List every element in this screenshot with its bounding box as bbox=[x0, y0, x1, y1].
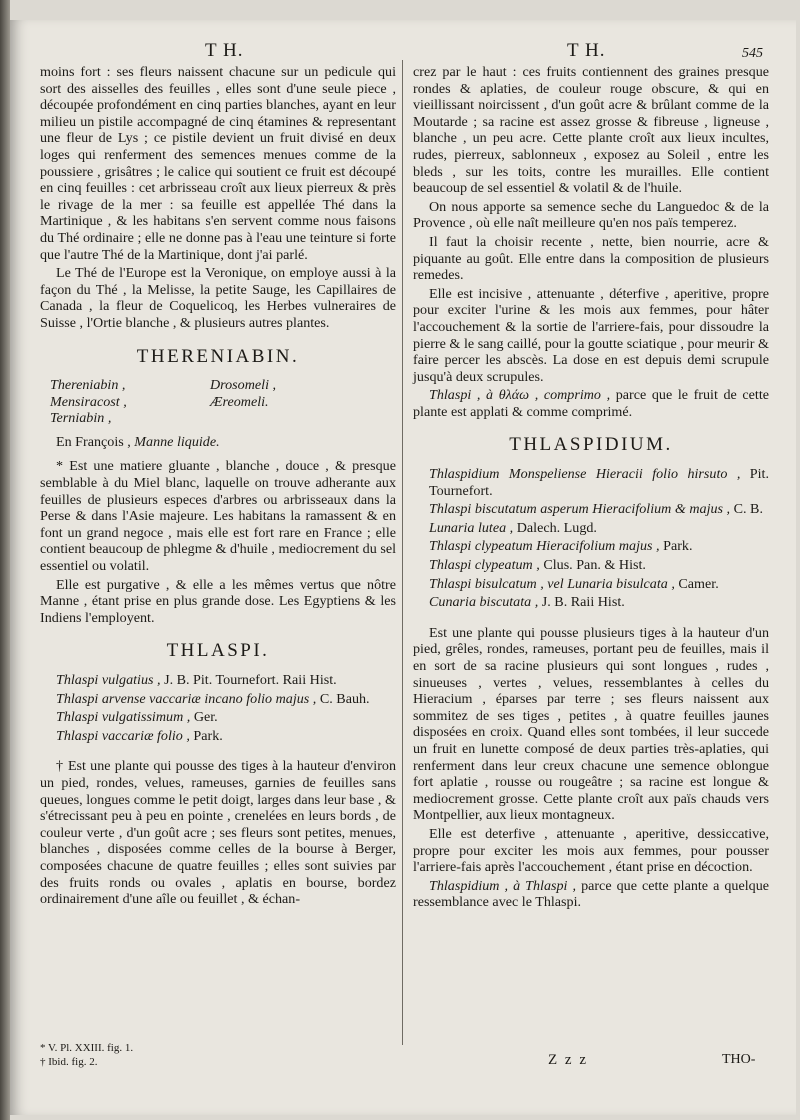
signature-mark: Z z z bbox=[548, 1052, 588, 1068]
synonym: Terniabin , bbox=[50, 410, 112, 427]
body-paragraph: Elle est purgative , & elle a les mêmes vertus que nôtre Manne , étant prise en plus grande dose. Les Egyptiens & les Indiens l'employent. bbox=[40, 576, 396, 626]
synonym-line bbox=[413, 576, 769, 593]
section-title-thlaspidium: THLASPIDIUM. bbox=[509, 434, 673, 456]
synonym-ref: Dalech. Lugd. bbox=[516, 519, 597, 536]
synonym-name: Thlaspidium Monspeliense Hieracii folio hirsuto , bbox=[429, 466, 741, 483]
section-title-thlaspi: THLASPI. bbox=[166, 640, 270, 662]
intro-paragraph: Il faut la choisir recente , nette, bien nourrie, acre & piquante au goût. Elle entre dans la composition de plusieurs remedes. bbox=[413, 233, 769, 284]
body-paragraph: * Est une matiere gluante , blanche , douce , & presque semblable à du Miel blanc, laquelle on trouve adherante aux feuilles de plusieurs especes d'arbres ou arbrisseaux dans la Perse & dans l'Asie majeure. Les habitans la ramassent & en font un grand negoce , mais elle est fort rare en France ; elle contient beaucoup de phlegme & d'huile , mediocrement du sel essentiel ou volatil. bbox=[40, 458, 396, 575]
synonym-line bbox=[413, 594, 769, 611]
synonym-ref: Clus. Pan. & Hist. bbox=[543, 557, 646, 574]
synonym-ref: C. Bauh. bbox=[319, 690, 370, 707]
footnote: * V. Pl. XXIII. fig. 1. bbox=[40, 1042, 134, 1054]
synonym-name: Cunaria biscutata , bbox=[429, 594, 539, 611]
footnotes bbox=[40, 1041, 133, 1069]
synonym-grid bbox=[40, 377, 396, 427]
right-column bbox=[413, 64, 769, 913]
synonym-line bbox=[40, 691, 396, 708]
synonym-name: Thlaspi vaccariæ folio , bbox=[56, 727, 190, 744]
synonym: Mensiracost , bbox=[50, 393, 127, 410]
synonym-line bbox=[413, 557, 769, 574]
column-rule bbox=[402, 60, 403, 1045]
body-paragraph: † Est une plante qui pousse des tiges à la hauteur d'environ un pied, rondes, velues, rameuses, garnies de feuilles sans queues, longues comme le petit doigt, larges dans leur base , & s'étrecissant peu à peu en pointe , crenelées en leurs bords , de couleur verte , d'un goût acre ; ses fleurs sont petites, menues, blanches , disposées comme celles de la bourse à Berger, composées chacune de quatre feuilles ; elles sont suivies par des fruits ronds ou ovales , aplatis en bourse, bordez ordinairement d'une aîle ou feuillet , & échan- bbox=[40, 758, 396, 908]
synonym-ref: Camer. bbox=[678, 575, 719, 592]
synonym-ref: C. B. bbox=[733, 501, 763, 518]
section-title-thereniabin: THERENIABIN. bbox=[136, 345, 300, 367]
body-paragraph: Elle est deterfive , attenuante , aperitive, dessiccative, propre pour exciter les mois aux femmes, pour pousser l'arriere-fais après l'accouchement , étant prise en décoction. bbox=[413, 825, 769, 876]
synonym-line bbox=[413, 501, 769, 518]
synonym-ref: Ger. bbox=[193, 709, 218, 726]
etymology-word: Thlaspi , à θλάω , comprimo , bbox=[429, 387, 611, 404]
footnote: † Ibid. fig. 2. bbox=[40, 1056, 98, 1068]
synonym-name: Lunaria lutea , bbox=[429, 519, 514, 536]
intro-paragraph: crez par le haut : ces fruits contiennent des graines presque rondes & aplaties, de couleur rouge obscure, & qui en vieillissant noircissent , d'un goût acre & brûlant comme de la Moutarde ; sa racine est assez grosse & fibreuse , ligneuse , blanche , un peu acre. Cette plante croît aux lieux incultes, rudes, pierreux, sablonneux , exposez au Soleil , entre les bleds , sur les toits, contre les murailles. Elle contient beaucoup de sel essentiel & volatil & de l'huile. bbox=[413, 64, 769, 197]
catchword: THO- bbox=[722, 1052, 756, 1067]
synonym-line bbox=[413, 520, 769, 537]
french-label: En François , bbox=[56, 433, 131, 450]
synonym-ref: Park. bbox=[193, 727, 223, 744]
synonym-line bbox=[40, 728, 396, 745]
synonym-ref: J. B. Pit. Tournefort. Raii Hist. bbox=[164, 672, 337, 688]
french-name-line bbox=[56, 434, 396, 451]
etymology-text: parce que le fruit de cette plante est applati & comme comprimé. bbox=[413, 387, 770, 420]
body-paragraph: Est une plante qui pousse plusieurs tiges à la hauteur d'un pied, grêles, rondes, rameuses, portant peu de feuilles, mais il en sort de sa racine plusieurs qui sont longues , rudes , sinueuses , vertes , velues, ressemblantes à celles du Hieracium , éparses par terre ; ses fleurs naissent aux sommitez de ses tiges , petites , à quatre feuilles jaunes disposées en croix. Quand elles sont tombées, il leur succede un fruit en lunette composé de deux parties très-aplaties, qui renferment dans leur creux chacune une semence oblongue fort aplatie , rousse ou rougeâtre ; sa racine est longue & mediocrement grosse. Cette plante croît aux païs chauds vers Montpellier, aux lieux montagneux. bbox=[413, 624, 769, 824]
intro-paragraph: On nous apporte sa semence seche du Languedoc & de la Provence , où elle naît meilleure qu'en nos païs temperez. bbox=[413, 198, 769, 232]
synonym-line bbox=[40, 672, 396, 689]
synonym-name: Thlaspi arvense vaccariæ incano folio majus , bbox=[56, 690, 317, 707]
synonym: Thereniabin , bbox=[50, 377, 126, 394]
etymology bbox=[413, 387, 769, 420]
synonym-name: Thlaspi clypeatum Hieracifolium majus , bbox=[429, 538, 660, 555]
synonym-name: Thlaspi vulgatius , bbox=[56, 672, 161, 688]
synonym: Æreomeli. bbox=[210, 393, 269, 410]
etymology-word: Thlaspidium , à Thlaspi , bbox=[429, 877, 577, 894]
synonym-name: Thlaspi biscutatum asperum Hieracifolium & majus , bbox=[429, 501, 731, 518]
etymology bbox=[413, 878, 769, 911]
intro-paragraph: moins fort : ses fleurs naissent chacune sur un pedicule qui sort des aisselles des feuilles , elles sont d'une seule piece , découpée profondément en cinq parties blanches, ayant en leur milieu un pistile accompagné de cinq étamines & representant une fleur de Lys ; ce pistile devient un fruit divisé en deux loges qui renferment des semences menues comme de la poussiere , grisâtres ; le calice qui soutient ce fruit est découpé en cinq feuilles : cet arbrisseau croît aux lieux pierreux & près le rivage de la mer : sa feuille est appellée Thé dans la Martinique , & les habitans s'en servent comme nous faisons du Thé ordinaire ; elle ne donne pas à l'eau une teinture si forte que l'autre Thé de la Martinique, dont j'ai parlé. bbox=[40, 64, 396, 263]
synonym-name: Thlaspi bisulcatum , vel Lunaria bisulcata , bbox=[429, 575, 675, 592]
synonym-ref: Park. bbox=[663, 538, 693, 555]
synonym-name: Thlaspi vulgatissimum , bbox=[56, 709, 191, 726]
synonym-ref: Pit. Tournefort. bbox=[429, 466, 769, 499]
synonym-name: Thlaspi clypeatum , bbox=[429, 557, 540, 574]
book-gutter bbox=[0, 0, 10, 1120]
left-column bbox=[40, 64, 396, 910]
synonym-line bbox=[413, 466, 769, 499]
running-head-right: T H. bbox=[567, 40, 606, 61]
page-number: 545 bbox=[742, 46, 763, 61]
synonym-line bbox=[413, 538, 769, 555]
intro-paragraph: Le Thé de l'Europe est la Veronique, on employe aussi à la façon du Thé , la Melisse, la petite Sauge, les Capillaires de Canada , la fleur de Coquelicoq, les Herbes vulneraires de Suisse , l'Ortie blanche , & plusieurs autres plantes. bbox=[40, 265, 396, 331]
intro-paragraph: Elle est incisive , attenuante , déterfive , aperitive, propre pour exciter l'urine & les mois aux femmes, pour hâter l'accouchement & la sortie de l'arriere-fais, pour dissoudre la pierre & le sang caillé, pour la goutte sciatique , pour meurir & faire percer les abscès. La dose en est depuis demi scrupule jusqu'à deux scrupules. bbox=[413, 285, 769, 385]
running-head-left: T H. bbox=[205, 40, 244, 61]
french-name: Manne liquide. bbox=[134, 433, 220, 450]
synonym: Drosomeli , bbox=[210, 377, 277, 394]
synonym-ref: J. B. Raii Hist. bbox=[541, 594, 625, 611]
synonym-line bbox=[40, 709, 396, 726]
etymology-text: parce que cette plante a quelque ressemblance avec le Thlaspi. bbox=[413, 877, 769, 911]
